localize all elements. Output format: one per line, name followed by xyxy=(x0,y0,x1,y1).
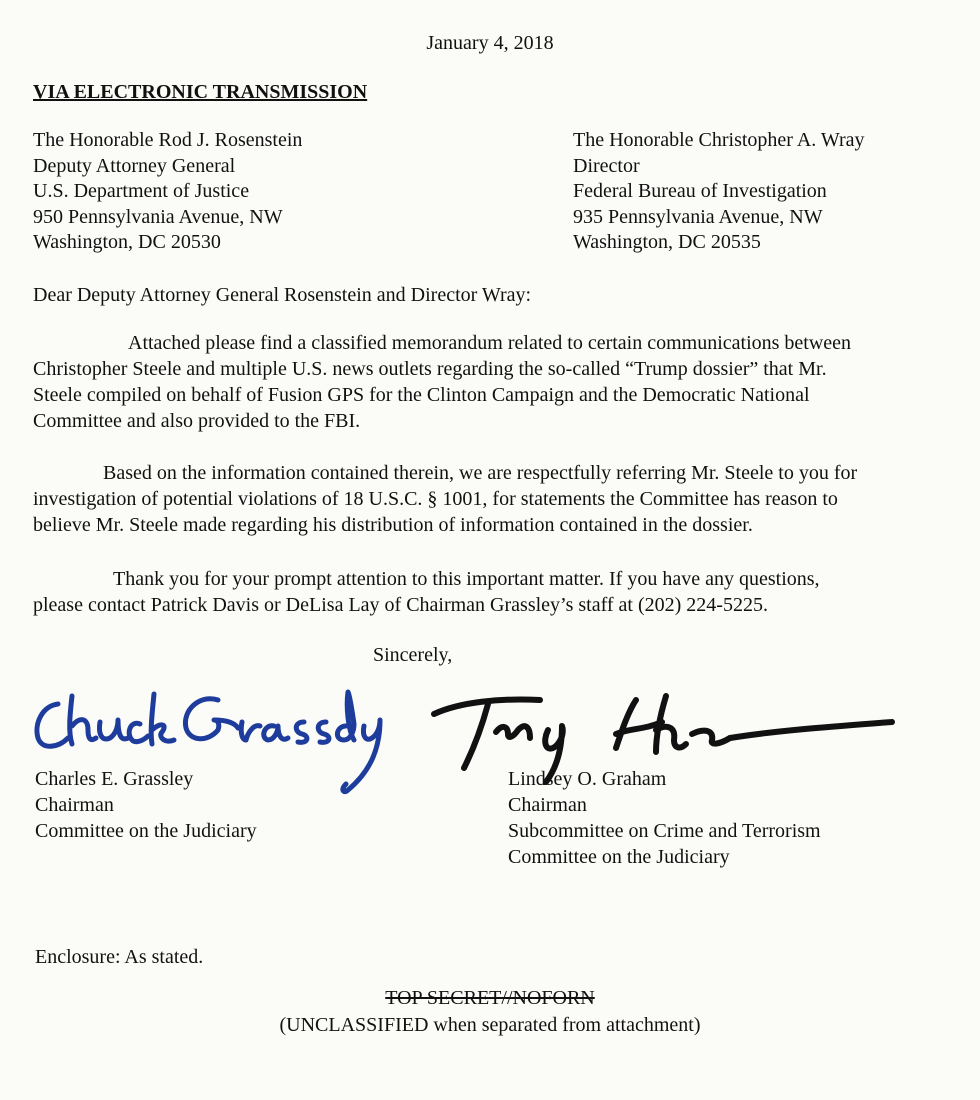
signatory-graham xyxy=(508,766,821,870)
paragraph-line: Based on the information contained therein, we are respectfully referring Mr. Steele to you for xyxy=(103,462,858,484)
recipient-address-left xyxy=(33,128,302,256)
recipient-address-right xyxy=(573,128,865,256)
address-line: Federal Bureau of Investigation xyxy=(573,180,827,202)
paragraph-line: investigation of potential violations of 18 U.S.C. § 1001, for statements the Committee has reason to xyxy=(33,488,838,510)
signatory-subcommittee: Subcommittee on Crime and Terrorism xyxy=(508,820,821,842)
address-line: The Honorable Christopher A. Wray xyxy=(573,129,865,151)
closing: Sincerely, xyxy=(373,644,453,666)
paragraph-line: Committee and also provided to the FBI. xyxy=(33,410,361,432)
paragraph-line: believe Mr. Steele made regarding his distribution of information contained in the dossier. xyxy=(33,514,753,536)
paragraph-line: Steele compiled on behalf of Fusion GPS for the Clinton Campaign and the Democratic National xyxy=(33,384,810,406)
letter-date: January 4, 2018 xyxy=(426,32,554,54)
signatory-name: Charles E. Grassley xyxy=(35,768,194,790)
body-paragraph-2 xyxy=(33,460,948,538)
classification-note: (UNCLASSIFIED when separated from attachment) xyxy=(279,1014,701,1036)
body-paragraph-3 xyxy=(33,566,948,618)
paragraph-line: please contact Patrick Davis or DeLisa Lay of Chairman Grassley’s staff at (202) 224-5225. xyxy=(33,594,768,616)
signatory-title: Chairman xyxy=(35,794,114,816)
address-line: U.S. Department of Justice xyxy=(33,180,250,202)
address-line: 950 Pennsylvania Avenue, NW xyxy=(33,205,283,228)
body-paragraph-1 xyxy=(33,330,948,434)
salutation: Dear Deputy Attorney General Rosenstein and Director Wray: xyxy=(33,284,532,306)
signatory-committee: Committee on the Judiciary xyxy=(35,820,257,842)
address-line: 935 Pennsylvania Avenue, NW xyxy=(573,205,823,228)
signatory-grassley xyxy=(35,766,257,844)
signatory-title: Chairman xyxy=(508,794,587,816)
signatory-name: Lindsey O. Graham xyxy=(508,768,667,790)
paragraph-line: Thank you for your prompt attention to this important matter. If you have any questions, xyxy=(113,568,820,590)
address-line: The Honorable Rod J. Rosenstein xyxy=(33,129,303,151)
address-line: Washington, DC 20530 xyxy=(33,231,221,253)
transmission-header: VIA ELECTRONIC TRANSMISSION xyxy=(33,81,368,103)
classification-marking xyxy=(0,985,980,1039)
enclosure-note: Enclosure: As stated. xyxy=(35,946,204,968)
address-line: Director xyxy=(573,154,640,177)
paragraph-line: Christopher Steele and multiple U.S. news outlets regarding the so-called “Trump dossier” that Mr. xyxy=(33,358,827,380)
address-line: Deputy Attorney General xyxy=(33,154,236,177)
paragraph-line: Attached please find a classified memorandum related to certain communications between xyxy=(128,332,852,354)
address-line: Washington, DC 20535 xyxy=(573,231,761,253)
signatory-committee: Committee on the Judiciary xyxy=(508,846,730,868)
struck-classification: TOP SECRET//NOFORN xyxy=(385,987,595,1009)
